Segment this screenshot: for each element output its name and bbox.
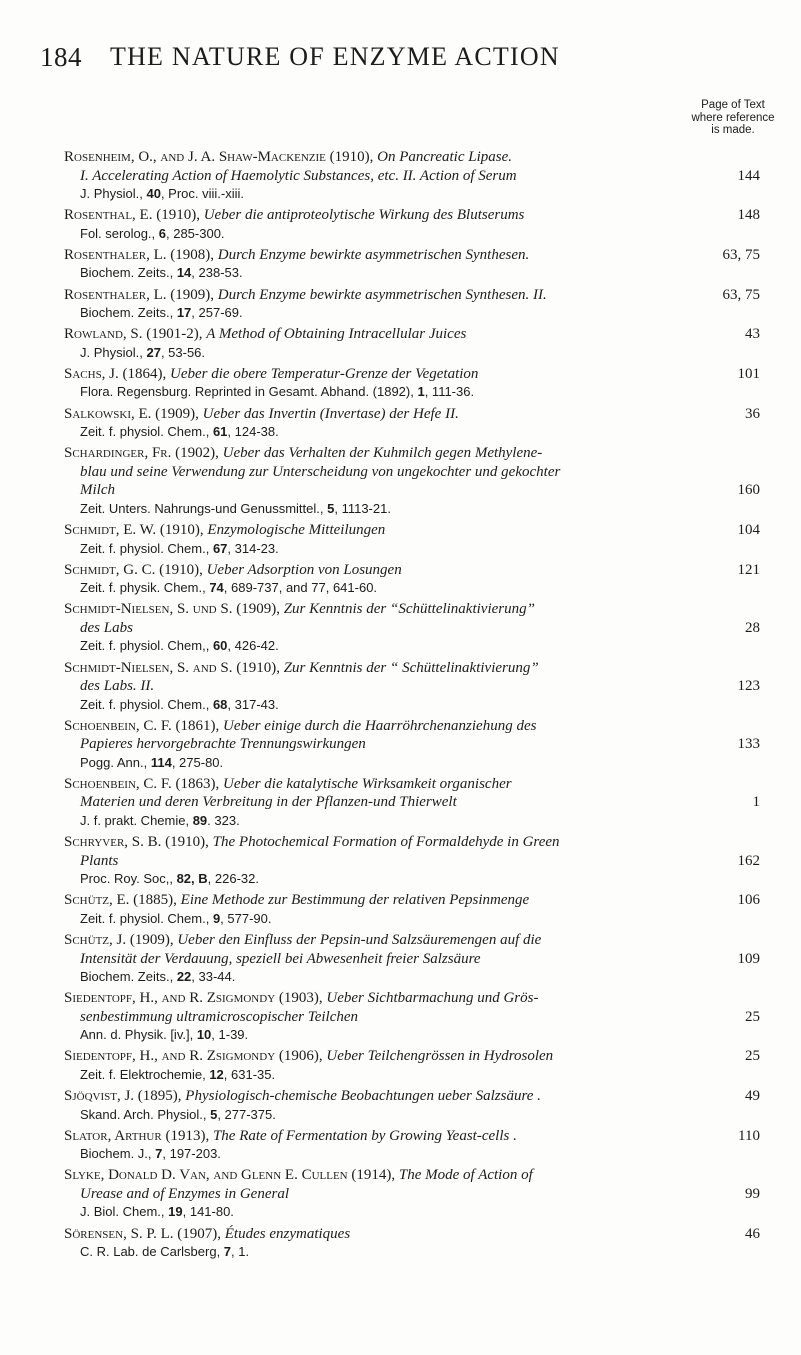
- entry-page-ref: 25: [745, 1048, 760, 1065]
- entry-year: (1910),: [236, 659, 280, 676]
- entry-citation: [64, 968, 760, 987]
- entry-journal: Biochem. Zeits.,: [80, 969, 177, 984]
- bibliography-entry: [64, 325, 760, 362]
- entry-author: Schryver, S. B.: [64, 834, 162, 851]
- bibliography-entry: [64, 1047, 760, 1084]
- entry-title: blau und seine Verwendung zur Unterscheidung von ungekochter und gekochter: [80, 463, 561, 480]
- entry-volume: 67: [212, 540, 228, 556]
- entry-year: (1910),: [159, 522, 204, 538]
- entry-citation: [64, 383, 760, 402]
- entry-volume: 22: [176, 969, 192, 984]
- entry-journal: Zeit. f. physiol. Chem.,: [80, 696, 213, 712]
- page-header: [40, 42, 780, 92]
- entry-volume: 82, B: [176, 871, 208, 887]
- entry-year: (1910),: [156, 207, 200, 224]
- entry-author: Sachs, J.: [64, 365, 119, 382]
- entry-page-ref: 160: [737, 482, 760, 499]
- entry-citation: [64, 1026, 760, 1045]
- entry-citation: [64, 637, 760, 656]
- entry-journal: Biochem. Zeits.,: [80, 305, 177, 321]
- bibliography-entry: [64, 444, 760, 518]
- bibliography-entry: [64, 659, 760, 715]
- entry-author: Schütz, J.: [64, 932, 127, 948]
- entry-year: (1864),: [122, 365, 167, 382]
- entry-issue-pages: , Proc. viii.-xiii.: [160, 186, 244, 201]
- entry-year: (1909),: [170, 286, 215, 303]
- entry-year: (1895),: [137, 1088, 182, 1105]
- entry-page-ref: 121: [737, 561, 760, 578]
- entry-title: Ueber die katalytische Wirksamkeit organischer: [223, 775, 512, 792]
- entry-page-ref: 1: [752, 794, 760, 811]
- entry-author: Rosenheim, O., and J. A. Shaw-Mackenzie: [64, 149, 326, 165]
- entry-year: (1907),: [177, 1225, 222, 1242]
- entry-journal: Fol. serolog.,: [80, 225, 159, 241]
- entry-page-ref: 109: [737, 950, 760, 967]
- entry-journal: J. Biol. Chem.,: [80, 1204, 169, 1220]
- entry-title: Zur Kenntnis der “ Schüttelinaktivierung”: [283, 659, 539, 676]
- entry-journal: Biochem. Zeits.,: [80, 265, 177, 281]
- entry-citation: [64, 1203, 760, 1222]
- page-reference-column-note: Page of Text where reference is made.: [691, 99, 775, 136]
- entry-title: Physiologisch-chemische Beobachtungen ueber Salzsäure .: [185, 1088, 541, 1105]
- entry-title: Ueber das Invertin (Invertase) der Hefe II.: [202, 405, 459, 422]
- entry-page-ref: 25: [745, 1008, 760, 1025]
- entry-page-ref: 63, 75: [722, 286, 760, 303]
- entry-title: A Method of Obtaining Intracellular Juices: [206, 326, 467, 343]
- entry-issue-pages: , 426-42.: [227, 638, 279, 654]
- entry-citation: [64, 1106, 760, 1125]
- entry-issue-pages: , 197-203.: [162, 1146, 221, 1162]
- entry-title: Zur Kenntnis der “Schüttelinaktivierung”: [283, 601, 535, 618]
- bibliography-entry: [64, 1087, 760, 1124]
- entry-title: Ueber den Einfluss der Pepsin-und Salzsäuremengen auf die: [177, 932, 542, 948]
- bibliography-entry: [64, 365, 760, 402]
- entry-volume: 1: [417, 384, 425, 400]
- entry-title: Eine Methode zur Bestimmung der relativen Pepsinmenge: [180, 892, 530, 909]
- entry-year: (1909),: [129, 932, 174, 948]
- entry-citation: [64, 579, 760, 598]
- entry-author: Slyke, Donald D. Van, and Glenn E. Cullen: [64, 1167, 348, 1184]
- entry-issue-pages: , 631-35.: [223, 1066, 276, 1082]
- entry-journal: Zeit. Unters. Nahrungs-und Genussmittel.,: [80, 500, 328, 516]
- entry-issue-pages: , 275-80.: [171, 754, 224, 770]
- entry-year: (1910),: [329, 149, 374, 165]
- bibliography-entry: [64, 405, 760, 442]
- entry-author: Schoenbein, C. F.: [64, 775, 172, 792]
- entry-issue-pages: , 577-90.: [220, 910, 272, 926]
- entry-author: Rosenthaler, L.: [64, 246, 167, 263]
- entry-author: Schmidt-Nielsen, S. und S.: [64, 601, 233, 618]
- entry-title: The Rate of Fermentation by Growing Yeast-cells .: [212, 1127, 517, 1144]
- bibliography-entry: [64, 717, 760, 773]
- entry-page-ref: 99: [745, 1185, 760, 1202]
- entry-page-ref: 28: [745, 619, 760, 636]
- entry-volume: 114: [150, 754, 172, 770]
- entry-volume: 61: [212, 424, 228, 440]
- bibliography-entry: [64, 775, 760, 831]
- entry-journal: Zeit. f. physiol. Chem.,: [80, 910, 213, 926]
- entry-issue-pages: . 323.: [207, 812, 240, 828]
- entry-year: (1910),: [165, 834, 209, 851]
- entry-page-ref: 148: [737, 207, 760, 224]
- entry-volume: 60: [212, 638, 228, 654]
- entry-volume: 74: [209, 580, 224, 596]
- entry-year: (1863),: [175, 775, 220, 792]
- bibliography-entry: [64, 833, 760, 889]
- entry-issue-pages: , 285-300.: [166, 225, 225, 241]
- entry-title: Durch Enzyme bewirkte asymmetrischen Synthesen.: [217, 246, 530, 263]
- entry-year: (1861),: [175, 717, 220, 734]
- entry-volume: 5: [327, 500, 335, 516]
- bibliography-entry: [64, 931, 760, 987]
- entry-page-ref: 49: [745, 1088, 760, 1105]
- entry-citation: [64, 264, 760, 283]
- entry-year: (1901-2),: [146, 326, 203, 343]
- entry-title: Papieres hervorgebrachte Trennungswirkungen: [80, 736, 366, 753]
- entry-issue-pages: , 111-36.: [424, 384, 475, 400]
- bibliography-list: [64, 148, 760, 1264]
- entry-title: Materien und deren Verbreitung in der Pflanzen-und Thierwelt: [80, 794, 457, 811]
- entry-citation: [64, 225, 760, 244]
- entry-title: Études enzymatiques: [224, 1225, 351, 1242]
- entry-page-ref: 133: [737, 736, 760, 753]
- entry-year: (1913),: [165, 1127, 210, 1144]
- entry-journal: C. R. Lab. de Carlsberg,: [80, 1244, 224, 1260]
- entry-page-ref: 46: [745, 1225, 760, 1242]
- entry-year: (1906),: [278, 1048, 323, 1065]
- bibliography-entry: [64, 148, 760, 204]
- entry-year: (1902),: [175, 445, 219, 462]
- entry-year: (1909),: [236, 601, 280, 618]
- entry-citation: [64, 910, 760, 929]
- entry-journal: Zeit. f. physiol. Chem.,: [80, 424, 213, 440]
- entry-year: (1914),: [351, 1167, 396, 1184]
- bibliography-entry: [64, 1225, 760, 1262]
- entry-page-ref: 104: [737, 522, 760, 538]
- entry-year: (1910),: [159, 561, 203, 578]
- entry-journal: Flora. Regensburg. Reprinted in Gesamt. Abhand. (1892),: [80, 384, 418, 400]
- bibliography-entry: [64, 891, 760, 928]
- entry-issue-pages: , 33-44.: [191, 969, 236, 984]
- entry-author: Slator, Arthur: [64, 1127, 162, 1144]
- bibliography-entry: [64, 1166, 760, 1222]
- entry-citation: [64, 1145, 760, 1164]
- entry-volume: 10: [196, 1027, 212, 1043]
- entry-title: Ueber die obere Temperatur-Grenze der Vegetation: [170, 365, 479, 382]
- entry-volume: 7: [155, 1146, 163, 1162]
- entry-citation: [64, 870, 760, 889]
- entry-title: Milch: [80, 482, 115, 499]
- entry-volume: 14: [176, 265, 192, 281]
- entry-volume: 17: [176, 305, 192, 321]
- entry-page-ref: 123: [737, 678, 760, 695]
- bibliography-entry: [64, 600, 760, 656]
- entry-journal: Zeit. f. physik. Chem.,: [80, 580, 210, 596]
- entry-author: Schmidt-Nielsen, S. and S.: [64, 659, 233, 676]
- entry-author: Salkowski, E.: [64, 405, 152, 422]
- entry-author: Schoenbein, C. F.: [64, 717, 172, 734]
- entry-title: Ueber die antiproteolytische Wirkung des Blutserums: [203, 207, 525, 224]
- entry-title: Intensität der Verdauung, speziell bei Abwesenheit freier Salzsäure: [80, 950, 481, 967]
- entry-page-ref: 144: [737, 167, 760, 184]
- bibliography-entry: [64, 286, 760, 323]
- entry-title: I. Accelerating Action of Haemolytic Substances, etc. II. Action of Serum: [80, 167, 517, 184]
- entry-author: Siedentopf, H., and R. Zsigmondy: [64, 990, 276, 1007]
- entry-author: Schütz, E.: [64, 892, 130, 909]
- entry-journal: Zeit. f. physiol. Chem.,: [80, 540, 213, 556]
- entry-volume: 89: [192, 812, 208, 828]
- entry-issue-pages: , 317-43.: [227, 696, 279, 712]
- entry-year: (1885),: [133, 892, 177, 909]
- entry-author: Schmidt, G. C.: [64, 561, 156, 578]
- entry-journal: J. f. prakt. Chemie,: [80, 812, 193, 828]
- bibliography-entry: [64, 246, 760, 283]
- entry-author: Schardinger, Fr.: [64, 445, 172, 462]
- entry-issue-pages: , 124-38.: [227, 424, 279, 440]
- entry-citation: [64, 540, 760, 559]
- entry-volume: 40: [146, 186, 161, 201]
- entry-title: Ueber einige durch die Haarröhrchenanziehung des: [223, 717, 537, 734]
- bibliography-entry: [64, 521, 760, 558]
- entry-volume: 5: [210, 1106, 218, 1122]
- entry-title: The Mode of Action of: [398, 1167, 533, 1184]
- entry-citation: [64, 344, 760, 363]
- entry-issue-pages: , 226-32.: [207, 871, 259, 887]
- entry-page-ref: 36: [745, 405, 760, 422]
- entry-title: Ueber Sichtbarmachung und Grös-: [326, 990, 539, 1007]
- entry-citation: [64, 1243, 760, 1262]
- entry-journal: Pogg. Ann.,: [80, 754, 151, 770]
- entry-issue-pages: , 314-23.: [227, 540, 279, 556]
- entry-author: Sjöqvist, J.: [64, 1088, 135, 1105]
- bibliography-entry: [64, 989, 760, 1045]
- entry-issue-pages: , 689-737, and 77, 641-60.: [223, 580, 378, 596]
- entry-issue-pages: , 141-80.: [182, 1204, 234, 1220]
- entry-year: (1908),: [170, 246, 215, 263]
- entry-year: (1903),: [278, 990, 323, 1007]
- running-title: THE NATURE OF ENZYME ACTION: [110, 42, 560, 71]
- entry-title: des Labs. II.: [80, 678, 155, 695]
- bibliography-entry: [64, 1127, 760, 1164]
- bibliography-entry: [64, 206, 760, 243]
- entry-volume: 19: [168, 1204, 183, 1220]
- entry-volume: 6: [158, 225, 166, 241]
- entry-page-ref: 110: [738, 1127, 760, 1144]
- entry-author: Rowland, S.: [64, 326, 143, 343]
- entry-author: Siedentopf, H., and R. Zsigmondy: [64, 1048, 276, 1065]
- entry-volume: 12: [209, 1066, 224, 1082]
- entry-citation: [64, 1066, 760, 1085]
- entry-issue-pages: , 1113-21.: [334, 500, 391, 516]
- entry-issue-pages: , 1-39.: [211, 1027, 249, 1043]
- entry-volume: 68: [212, 696, 228, 712]
- entry-page-ref: 101: [737, 365, 760, 382]
- entry-journal: J. Physiol.,: [80, 186, 147, 201]
- entry-author: Sörensen, S. P. L.: [64, 1225, 174, 1242]
- entry-citation: [64, 500, 760, 519]
- entry-issue-pages: , 257-69.: [191, 305, 243, 321]
- entry-citation: [64, 304, 760, 323]
- entry-citation: [64, 696, 760, 715]
- entry-journal: Skand. Arch. Physiol.,: [80, 1106, 211, 1122]
- entry-title: Ueber das Verhalten der Kuhmilch gegen Methylene-: [222, 445, 543, 462]
- entry-title: On Pancreatic Lipase.: [377, 149, 512, 165]
- entry-year: (1909),: [155, 405, 199, 422]
- entry-journal: Zeit. f. Elektrochemie,: [80, 1066, 210, 1082]
- entry-page-ref: 63, 75: [722, 246, 760, 263]
- entry-title: Ueber Teilchengrössen in Hydrosolen: [326, 1048, 554, 1065]
- entry-title: Urease and of Enzymes in General: [80, 1185, 289, 1202]
- entry-volume: 7: [223, 1244, 232, 1260]
- page-number: 184: [40, 42, 82, 72]
- entry-journal: Ann. d. Physik. [iv.],: [80, 1027, 197, 1043]
- entry-citation: [64, 185, 760, 204]
- entry-issue-pages: , 1.: [231, 1244, 250, 1260]
- entry-journal: J. Physiol.,: [80, 344, 147, 360]
- entry-title: Ueber Adsorption von Losungen: [206, 561, 402, 578]
- entry-volume: 27: [146, 344, 161, 360]
- entry-journal: Proc. Roy. Soc,,: [80, 871, 177, 887]
- entry-title: Plants: [80, 852, 119, 869]
- entry-volume: 9: [212, 910, 221, 926]
- entry-title: Enzymologische Mitteilungen: [207, 522, 386, 538]
- entry-page-ref: 162: [737, 852, 760, 869]
- entry-citation: [64, 754, 760, 773]
- entry-journal: Biochem. J.,: [80, 1146, 156, 1162]
- entry-title: The Photochemical Formation of Formaldehyde in Green: [212, 834, 560, 851]
- entry-title: Durch Enzyme bewirkte asymmetrischen Synthesen. II.: [217, 286, 547, 303]
- entry-author: Rosenthaler, L.: [64, 286, 167, 303]
- entry-issue-pages: , 53-56.: [160, 344, 206, 360]
- entry-citation: [64, 812, 760, 831]
- entry-citation: [64, 423, 760, 442]
- entry-title: des Labs: [80, 619, 133, 636]
- entry-page-ref: 43: [745, 326, 760, 343]
- entry-issue-pages: , 277-375.: [217, 1106, 276, 1122]
- entry-author: Schmidt, E. W.: [64, 522, 157, 538]
- bibliography-entry: [64, 561, 760, 598]
- entry-author: Rosenthal, E.: [64, 207, 153, 224]
- entry-title: senbestimmung ultramicroscopischer Teilchen: [80, 1008, 359, 1025]
- entry-issue-pages: , 238-53.: [191, 265, 243, 281]
- entry-page-ref: 106: [737, 892, 760, 909]
- entry-journal: Zeit. f. physiol. Chem,,: [80, 638, 213, 654]
